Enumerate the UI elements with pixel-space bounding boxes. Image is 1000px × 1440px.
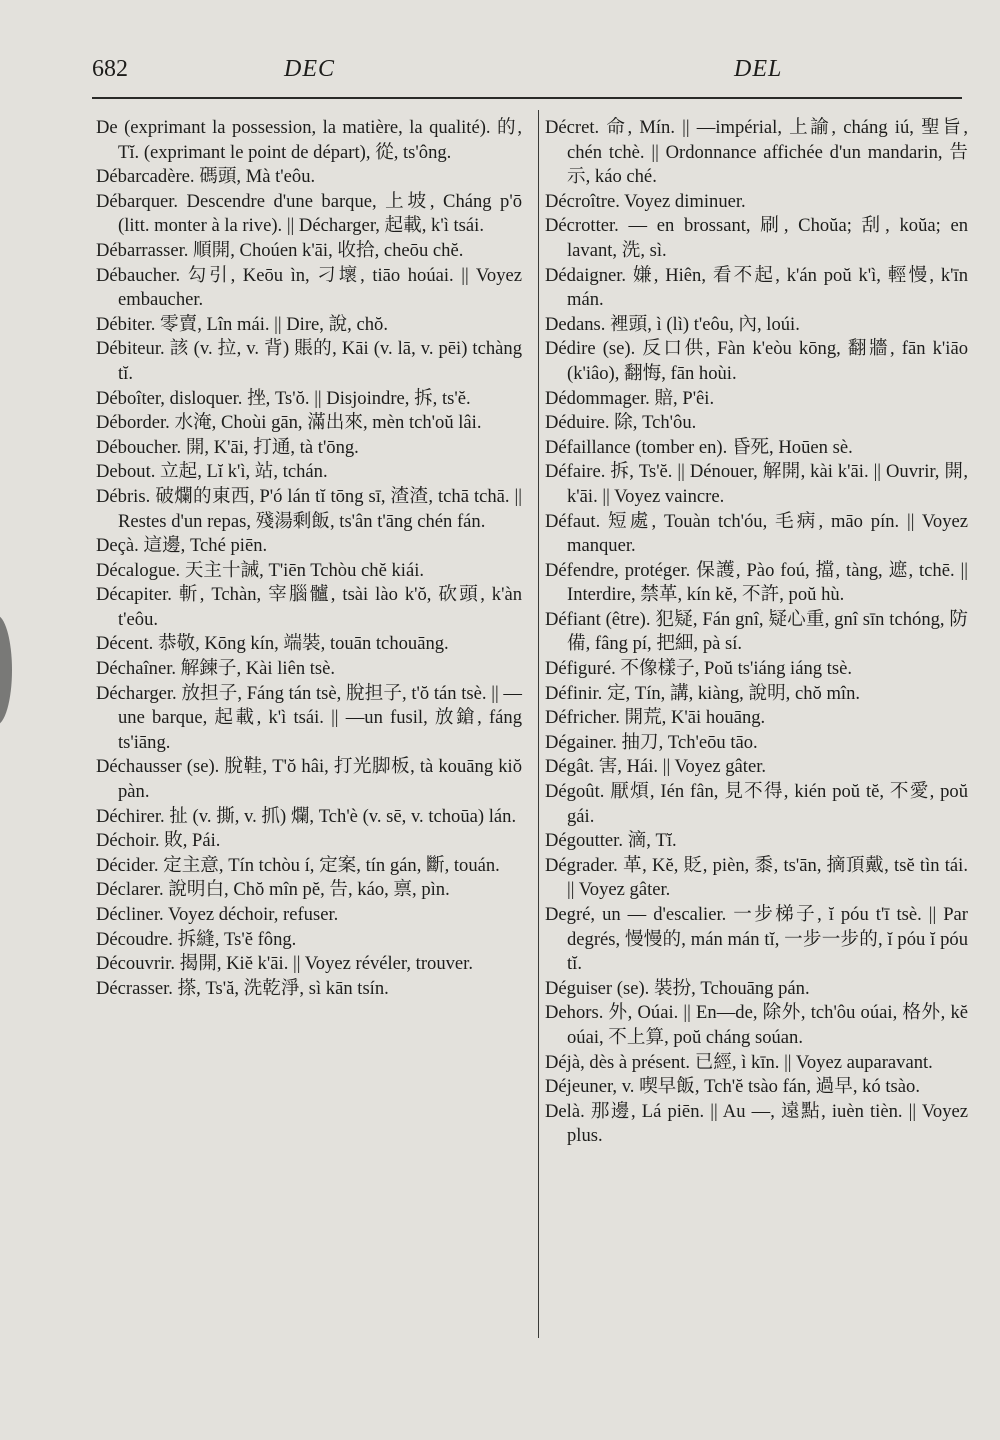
dictionary-entry: Dégoût. 厭煩, Ién fân, 見不得, kién poŭ tĕ, 不愛, poŭ gái.	[545, 781, 968, 827]
dictionary-entry: Déboucher. 開, K'āi, 打通, tà t'ōng.	[96, 436, 359, 458]
dictionary-entry: Débris. 破爛的東西, P'ó lán tĭ tōng sī, 渣渣, tchā tchā. || Restes d'un repas, 殘湯剩飯, ts'ân t'āng chén fán.	[96, 485, 522, 532]
dictionary-entry: Deçà. 這邊, Tché piēn.	[96, 535, 268, 557]
dictionary-entry: Dehors. 外, Oúai. || En—de, 除外, tch'ôu oúai, 格外, kĕ oúai, 不上算, poŭ cháng soúan.	[545, 1002, 968, 1048]
page-edge-shadow	[0, 615, 12, 725]
page-number: 682	[92, 56, 128, 82]
dictionary-entry: Déborder. 水淹, Choùi gān, 滿出來, mèn tch'oŭ lâi.	[96, 412, 482, 434]
dictionary-entry: Défiant (être). 犯疑, Fán gnî, 疑心重, gnî sīn tchóng, 防備, fâng pí, 把細, pà sí.	[545, 608, 968, 655]
dictionary-entry: Défaire. 拆, Ts'ĕ. || Dénouer, 解開, kài k'āi. || Ouvrir, 開, k'āi. || Voyez vaincre.	[545, 461, 968, 507]
dictionary-entry: Décrotter. — en brossant, 刷, Choŭa; 刮, koŭa; en lavant, 洗, sì.	[545, 215, 968, 261]
dictionary-entry: De (exprimant la possession, la matière, la qualité). 的, Tĭ. (exprimant le point de départ), 從, ts'ông.	[96, 117, 522, 163]
dictionary-entry: Déchirer. 扯 (v. 撕, v. 抓) 爛, Tch'è (v. sē, v. tchoūa) lán.	[96, 805, 517, 827]
dictionary-entry: Défaut. 短處, Touàn tch'óu, 毛病, māo pín. || Voyez manquer.	[545, 510, 968, 557]
dictionary-entry: Décliner. Voyez déchoir, refuser.	[96, 904, 339, 925]
dictionary-entry: Dédaigner. 嫌, Hiên, 看不起, k'án poŭ k'ì, 輕慢, k'īn mán.	[545, 264, 968, 311]
dictionary-entry: Déchaîner. 解鍊子, Kài liên tsè.	[96, 658, 336, 680]
dictionary-entry: Déchausser (se). 脫鞋, T'ŏ hâi, 打光脚板, tà kouāng kiŏ pàn.	[96, 756, 522, 803]
dictionary-entry: Décider. 定主意, Tín tchòu í, 定案, tín gán, 斷, touán.	[96, 854, 500, 876]
dictionary-entry: Défiguré. 不像樣子, Poŭ ts'iáng iáng tsè.	[545, 658, 853, 680]
dictionary-entry: Débarquer. Descendre d'une barque, 上坡, Cháng p'ō (litt. monter à la rive). || Décharger, 起載, k'ì tsái.	[96, 190, 522, 237]
page-header	[92, 56, 962, 92]
dictionary-entry: Décrasser. 搽, Ts'ă, 洗乾淨, sì kān tsín.	[96, 977, 389, 999]
dictionary-entry: Dédire (se). 反口供, Fàn k'eòu kōng, 翻牆, fān k'iāo (k'iâo), 翻悔, fān hoùi.	[545, 338, 968, 384]
dictionary-entry: Déguiser (se). 裝扮, Tchouāng pán.	[545, 977, 810, 999]
dictionary-entry: Décent. 恭敬, Kōng kín, 端裝, touān tchouāng.	[96, 633, 449, 655]
dictionary-entry: Décroître. Voyez diminuer.	[545, 190, 746, 212]
dictionary-entry: Dedans. 裡頭, ì (lì) t'eôu, 內, loúi.	[545, 313, 800, 335]
dictionary-entry: Dégrader. 革, Kĕ, 貶, pièn, 黍, ts'ān, 摘頂戴, tsĕ tìn tái. || Voyez gâter.	[545, 854, 968, 901]
dictionary-entry: Définir. 定, Tín, 講, kiàng, 說明, chŏ mîn.	[545, 682, 861, 704]
header-rule	[92, 97, 962, 99]
dictionary-entry: Dédommager. 賠, P'êi.	[545, 387, 715, 409]
dictionary-entry: Décalogue. 天主十誡, T'iēn Tchòu chĕ kiái.	[96, 559, 425, 581]
dictionary-entry: Décret. 命, Mín. || —impérial, 上諭, cháng iú, 聖旨, chén tchè. || Ordonnance affichée d'un mandarin, 告示, káo ché.	[545, 117, 968, 188]
dictionary-entry: Défaillance (tomber en). 昏死, Hoūen sè.	[545, 436, 853, 458]
dictionary-entry: Débiteur. 該 (v. 拉, v. 背) 賬的, Kāi (v. lā, v. pēi) tchàng tĭ.	[96, 338, 522, 384]
dictionary-entry: Défricher. 開荒, K'āi houāng.	[545, 707, 766, 729]
dictionary-entry: Dégainer. 抽刀, Tch'eōu tāo.	[545, 731, 758, 753]
running-head-right: DEL	[734, 56, 783, 82]
dictionary-entry: Débarrasser. 順開, Choúen k'āi, 收拾, cheōu chĕ.	[96, 239, 464, 261]
dictionary-entry: Debout. 立起, Lĭ k'ì, 站, tchán.	[96, 461, 328, 483]
dictionary-entry: Découvrir. 揭開, Kiĕ k'āi. || Voyez révéler, trouver.	[96, 953, 473, 975]
dictionary-entry: Déclarer. 說明白, Chŏ mîn pĕ, 告, káo, 禀, pìn.	[96, 879, 450, 901]
dictionary-entry: Débaucher. 勾引, Keōu ìn, 刁壞, tiāo hoúai. || Voyez embaucher.	[96, 264, 522, 311]
running-head-left: DEC	[284, 56, 335, 82]
dictionary-entry: Degré, un — d'escalier. 一步梯子, ĭ póu t'ī tsè. || Par degrés, 慢慢的, mán mán tĭ, 一步一步的, ĭ póu ĭ póu tĭ.	[545, 904, 968, 975]
dictionary-entry: Déjeuner, v. 喫早飯, Tch'ĕ tsào fán, 過早, kó tsào.	[545, 1076, 920, 1098]
right-column	[545, 116, 968, 1149]
dictionary-entry: Dégât. 害, Hái. || Voyez gâter.	[545, 756, 767, 778]
dictionary-entry: Débiter. 零賣, Lîn mái. || Dire, 說, chŏ.	[96, 313, 388, 335]
left-column	[96, 116, 522, 1001]
dictionary-entry: Débarcadère. 碼頭, Mà t'eôu.	[96, 166, 316, 188]
dictionary-entry: Déduire. 除, Tch'ôu.	[545, 412, 697, 434]
dictionary-entry: Décharger. 放担子, Fáng tán tsè, 脫担子, t'ŏ tán tsè. || —une barque, 起載, k'ì tsái. || —un fusil, 放鎗, fáng ts'iāng.	[96, 682, 522, 753]
dictionary-entry: Déjà, dès à présent. 已經, ì kīn. || Voyez auparavant.	[545, 1051, 933, 1073]
dictionary-entry: Défendre, protéger. 保護, Pào foú, 擋, tàng, 遮, tchē. || Interdire, 禁革, kín kĕ, 不許, poŭ hù.	[545, 559, 968, 606]
dictionary-entry: Découdre. 拆縫, Ts'ĕ fông.	[96, 928, 297, 950]
dictionary-entry: Déboîter, disloquer. 挫, Ts'ŏ. || Disjoindre, 拆, ts'ĕ.	[96, 387, 471, 409]
dictionary-entry: Delà. 那邊, Lá piēn. || Au —, 遠點, iuèn tièn. || Voyez plus.	[545, 1100, 968, 1147]
dictionary-entry: Déchoir. 敗, Pái.	[96, 830, 221, 852]
dictionary-entry: Dégoutter. 滴, Tĭ.	[545, 830, 677, 852]
dictionary-entry: Décapiter. 斬, Tchàn, 宰腦髗, tsài lào k'ŏ, 砍頭, k'àn t'eôu.	[96, 584, 522, 630]
column-divider	[538, 110, 539, 1338]
